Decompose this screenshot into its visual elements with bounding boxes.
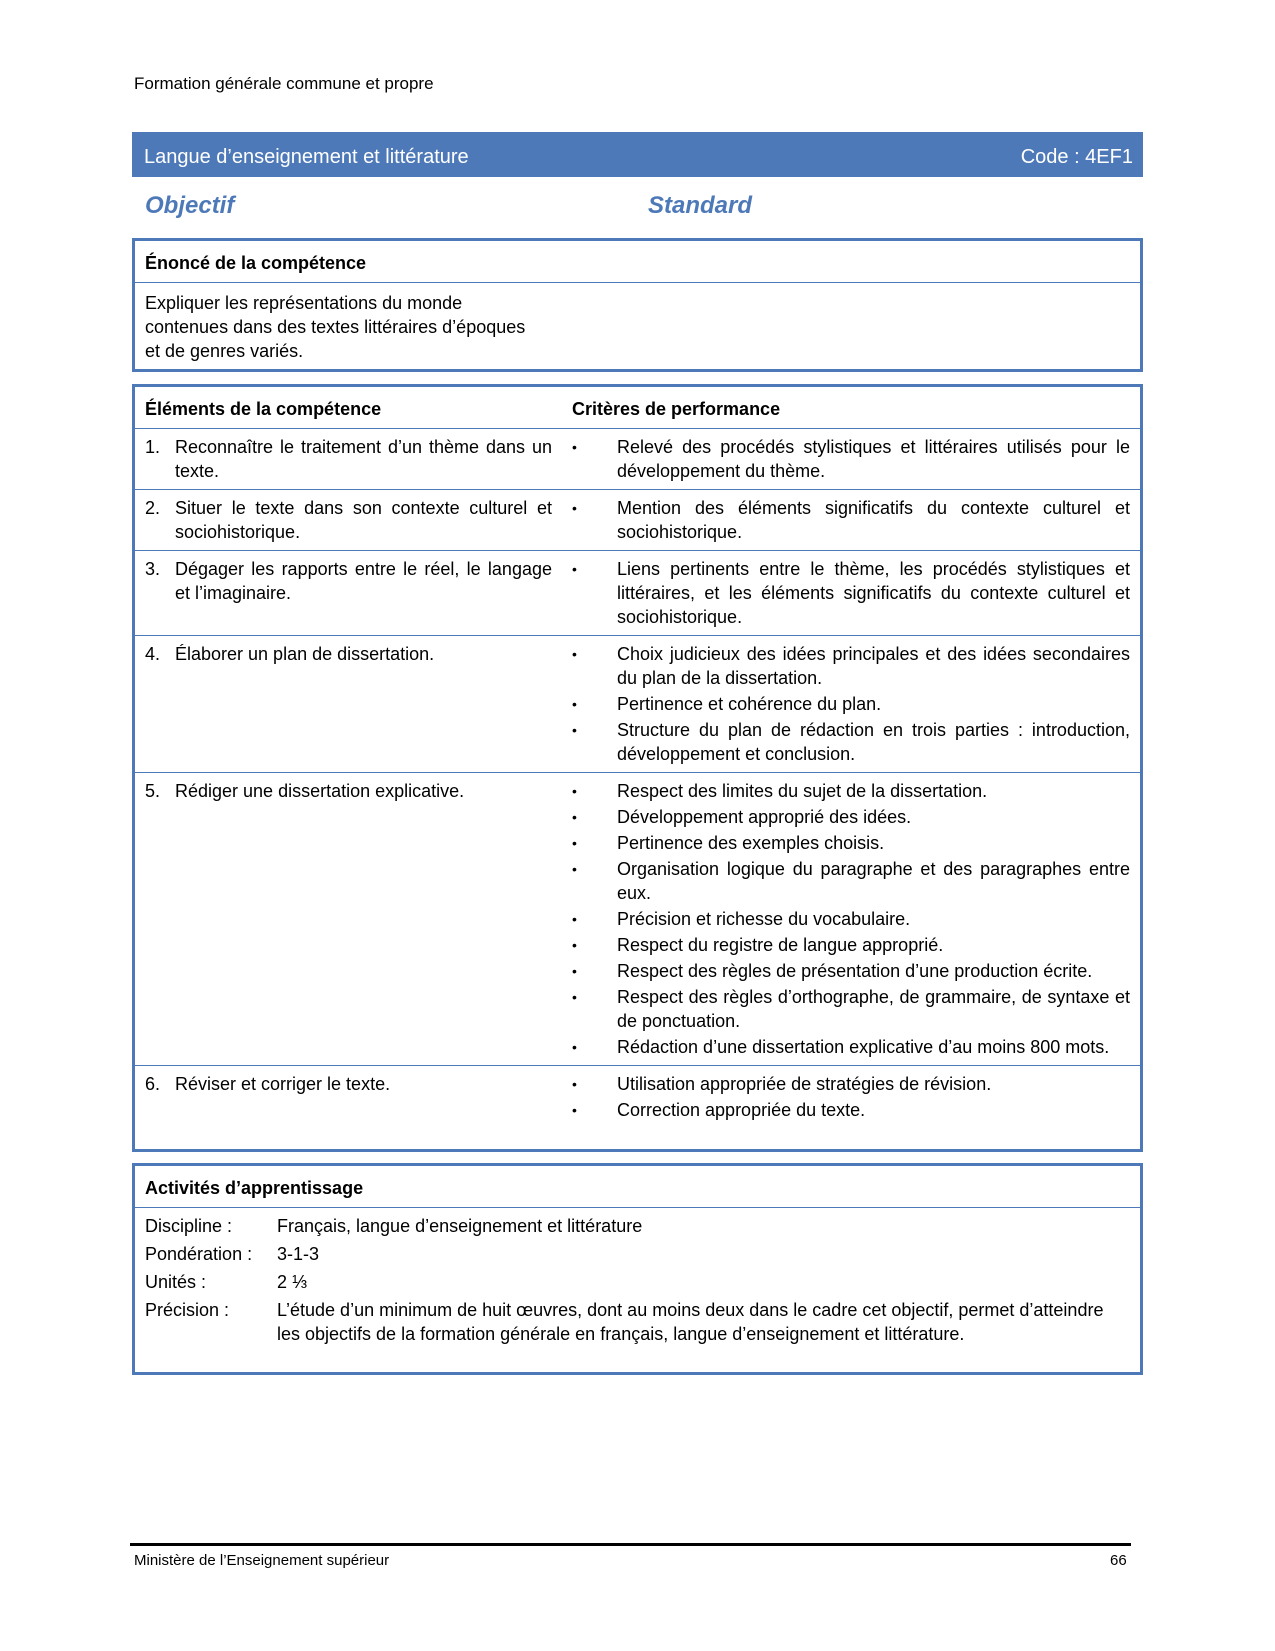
criterion-item	[572, 959, 1130, 983]
element-text: Reconnaître le traitement d’un thème dans un texte.	[175, 437, 552, 481]
competence-row	[135, 1066, 1140, 1129]
element-text: Situer le texte dans son contexte culturel et sociohistorique.	[175, 498, 552, 542]
bullet-icon: •	[572, 439, 577, 455]
competence-row	[135, 490, 1140, 551]
criterion-text: Liens pertinents entre le thème, les procédés stylistiques et littéraires, et les éléments significatifs du contexte culturel et sociohistorique.	[617, 559, 1130, 627]
criterion-text: Relevé des procédés stylistiques et littéraires utilisés pour le développement du thème.	[617, 437, 1130, 481]
elements-column-header: Éléments de la compétence	[135, 387, 562, 429]
criterion-item	[572, 1098, 1130, 1122]
competence-element-cell	[135, 1066, 562, 1129]
activity-value: 2 ⅓	[277, 1272, 308, 1292]
bullet-icon: •	[572, 561, 577, 577]
criterion-item	[572, 642, 1130, 690]
activity-row	[145, 1214, 1130, 1238]
competence-element-cell	[135, 551, 562, 636]
criterion-item	[572, 1035, 1130, 1059]
activity-row	[145, 1270, 1130, 1294]
competence-row	[135, 429, 1140, 490]
performance-criteria-cell	[562, 636, 1140, 773]
activity-value: Français, langue d’enseignement et littérature	[277, 1216, 643, 1236]
element-number: 2.	[145, 498, 161, 518]
course-title: Langue d’enseignement et littérature	[144, 146, 469, 168]
element-number: 3.	[145, 559, 161, 579]
objective-label: Objectif	[145, 192, 235, 219]
element-number: 5.	[145, 781, 161, 801]
criterion-text: Choix judicieux des idées principales et des idées secondaires du plan de la dissertation.	[617, 644, 1130, 688]
competence-elements-table	[132, 384, 1143, 1152]
bullet-icon: •	[572, 500, 577, 516]
criterion-text: Utilisation appropriée de stratégies de révision.	[617, 1074, 992, 1094]
criterion-text: Respect des limites du sujet de la dissertation.	[617, 781, 988, 801]
competence-row	[135, 636, 1140, 773]
activity-label: Discipline :	[145, 1216, 233, 1236]
activity-row	[145, 1298, 1130, 1346]
criteria-column-header: Critères de performance	[562, 387, 1140, 429]
bullet-icon: •	[572, 1039, 577, 1055]
activity-label: Pondération :	[145, 1244, 253, 1264]
page-header: Formation générale commune et propre	[134, 74, 434, 93]
competence-element-cell	[135, 773, 562, 1066]
criterion-item	[572, 805, 1130, 829]
performance-criteria-cell	[562, 1066, 1140, 1129]
competence-element-cell	[135, 636, 562, 773]
bullet-icon: •	[572, 835, 577, 851]
element-number: 1.	[145, 437, 161, 457]
criterion-text: Respect du registre de langue approprié.	[617, 935, 944, 955]
performance-criteria-cell	[562, 490, 1140, 551]
element-text: Réviser et corriger le texte.	[175, 1074, 391, 1094]
competence-element-cell	[135, 490, 562, 551]
element-text: Élaborer un plan de dissertation.	[175, 644, 435, 664]
bullet-icon: •	[572, 861, 577, 877]
bullet-icon: •	[572, 722, 577, 738]
element-text: Dégager les rapports entre le réel, le langage et l’imaginaire.	[175, 559, 552, 603]
criterion-text: Pertinence des exemples choisis.	[617, 833, 885, 853]
criterion-item	[572, 496, 1130, 544]
criterion-text: Respect des règles d’orthographe, de grammaire, de syntaxe et de ponctuation.	[617, 987, 1130, 1031]
statement-text: Expliquer les représentations du monde contenues dans des textes littéraires d’époques et de genres variés.	[145, 293, 526, 361]
performance-criteria-cell	[562, 551, 1140, 636]
competence-row	[135, 773, 1140, 1066]
criterion-text: Développement approprié des idées.	[617, 807, 912, 827]
element-text: Rédiger une dissertation explicative.	[175, 781, 465, 801]
course-code: Code : 4EF1	[1020, 146, 1133, 168]
element-number: 4.	[145, 644, 161, 664]
activity-label: Unités :	[145, 1272, 207, 1292]
performance-criteria-cell	[562, 773, 1140, 1066]
criterion-text: Respect des règles de présentation d’une production écrite.	[617, 961, 1093, 981]
criterion-item	[572, 557, 1130, 629]
activity-row	[145, 1242, 1130, 1266]
criterion-text: Pertinence et cohérence du plan.	[617, 694, 882, 714]
activity-label: Précision :	[145, 1300, 230, 1320]
performance-criteria-cell	[562, 429, 1140, 490]
bullet-icon: •	[572, 911, 577, 927]
criterion-item	[572, 718, 1130, 766]
course-title-bar	[132, 132, 1143, 177]
element-number: 6.	[145, 1074, 161, 1094]
bullet-icon: •	[572, 1076, 577, 1092]
competence-row	[135, 551, 1140, 636]
criterion-item	[572, 907, 1130, 931]
bullet-icon: •	[572, 963, 577, 979]
criterion-text: Structure du plan de rédaction en trois parties : introduction, développement et conclusion.	[617, 720, 1130, 764]
activities-list	[135, 1208, 1140, 1356]
bullet-icon: •	[572, 809, 577, 825]
bullet-icon: •	[572, 937, 577, 953]
bullet-icon: •	[572, 989, 577, 1005]
activity-value: 3-1-3	[277, 1244, 320, 1264]
criterion-text: Précision et richesse du vocabulaire.	[617, 909, 911, 929]
criterion-item	[572, 985, 1130, 1033]
footer-ministry: Ministère de l’Enseignement supérieur	[134, 1552, 390, 1569]
activities-heading: Activités d’apprentissage	[135, 1166, 1140, 1208]
criterion-item	[572, 857, 1130, 905]
competence-element-cell	[135, 429, 562, 490]
criterion-item	[572, 435, 1130, 483]
activity-value: L’étude d’un minimum de huit œuvres, dont au moins deux dans le cadre cet objectif, permet d’atteindre les objectifs de la formation générale en français, langue d’enseignement et littérature.	[277, 1300, 1104, 1344]
criterion-text: Rédaction d’une dissertation explicative d’au moins 800 mots.	[617, 1037, 1110, 1057]
bullet-icon: •	[572, 783, 577, 799]
bullet-icon: •	[572, 696, 577, 712]
criterion-item	[572, 692, 1130, 716]
criterion-text: Mention des éléments significatifs du contexte culturel et sociohistorique.	[617, 498, 1130, 542]
competence-statement-box	[132, 238, 1143, 372]
standard-label: Standard	[648, 192, 753, 219]
criterion-text: Organisation logique du paragraphe et des paragraphes entre eux.	[617, 859, 1130, 903]
learning-activities-box	[132, 1163, 1143, 1375]
page-number: 66	[1110, 1552, 1127, 1569]
statement-heading: Énoncé de la compétence	[135, 241, 1140, 283]
criterion-item	[572, 1072, 1130, 1096]
criterion-item	[572, 779, 1130, 803]
criterion-item	[572, 933, 1130, 957]
criterion-text: Correction appropriée du texte.	[617, 1100, 866, 1120]
footer-divider	[130, 1543, 1131, 1546]
criterion-item	[572, 831, 1130, 855]
bullet-icon: •	[572, 646, 577, 662]
bullet-icon: •	[572, 1102, 577, 1118]
